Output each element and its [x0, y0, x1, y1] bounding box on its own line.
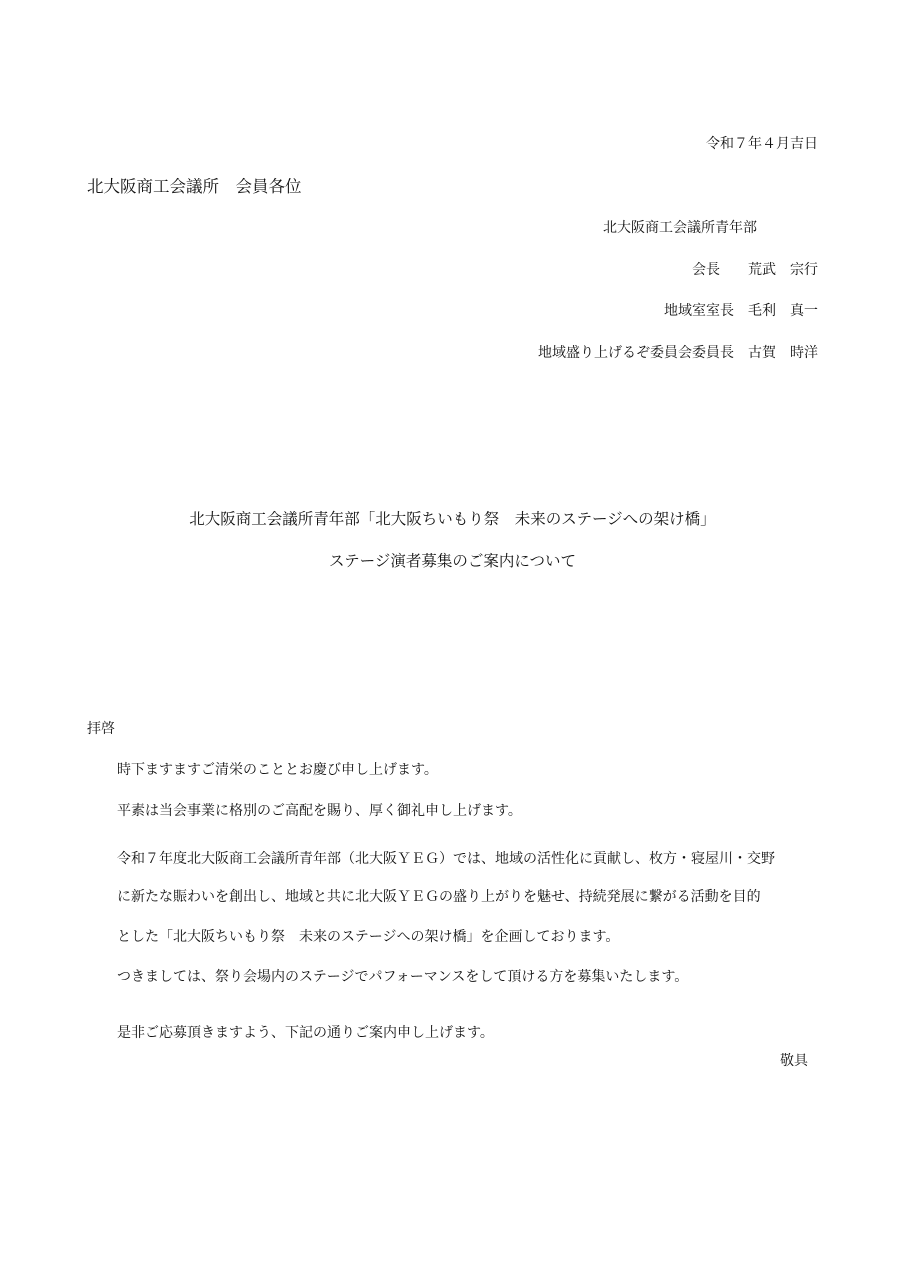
document-title-line-2: ステージ演者募集のご案内について	[328, 552, 577, 570]
body-paragraph-1: 時下ますますご清栄のこととお慶び申し上げます。	[117, 762, 438, 778]
addressee: 北大阪商工会議所 会員各位	[87, 177, 302, 196]
body-paragraph-3-line-3: とした「北大阪ちいもり祭 未来のステージへの架け橋」を企画しております。	[117, 929, 620, 945]
body-paragraph-5: 是非ご応募頂きますよう、下記の通りご案内申し上げます。	[117, 1025, 494, 1041]
letter-date: 令和７年４月吉日	[706, 136, 818, 152]
document-title-line-1: 北大阪商工会議所青年部「北大阪ちいもり祭 未来のステージへの架け橋」	[189, 510, 716, 528]
opening-greeting: 拝啓	[87, 721, 115, 737]
sender-committee-chair: 地域盛り上げるぞ委員会委員長 古賀 時洋	[538, 345, 818, 361]
body-paragraph-4: つきましては、祭り会場内のステージでパフォーマンスをして頂ける方を募集いたします。	[117, 969, 689, 985]
sender-organization: 北大阪商工会議所青年部	[603, 220, 757, 236]
sender-regional-director: 地域室室長 毛利 真一	[664, 303, 818, 319]
body-paragraph-3-line-1: 令和７年度北大阪商工会議所青年部（北大阪ＹＥＧ）では、地域の活性化に貢献し、枚方・寝屋川・交野	[117, 851, 775, 867]
sender-president: 会長 荒武 宗行	[692, 262, 818, 278]
closing-salutation: 敬具	[780, 1053, 808, 1069]
body-paragraph-2: 平素は当会事業に格別のご高配を賜り、厚く御礼申し上げます。	[117, 803, 522, 819]
body-paragraph-3-line-2: に新たな賑わいを創出し、地域と共に北大阪ＹＥＧの盛り上がりを魅せ、持続発展に繋がる活動を目的	[117, 889, 761, 905]
